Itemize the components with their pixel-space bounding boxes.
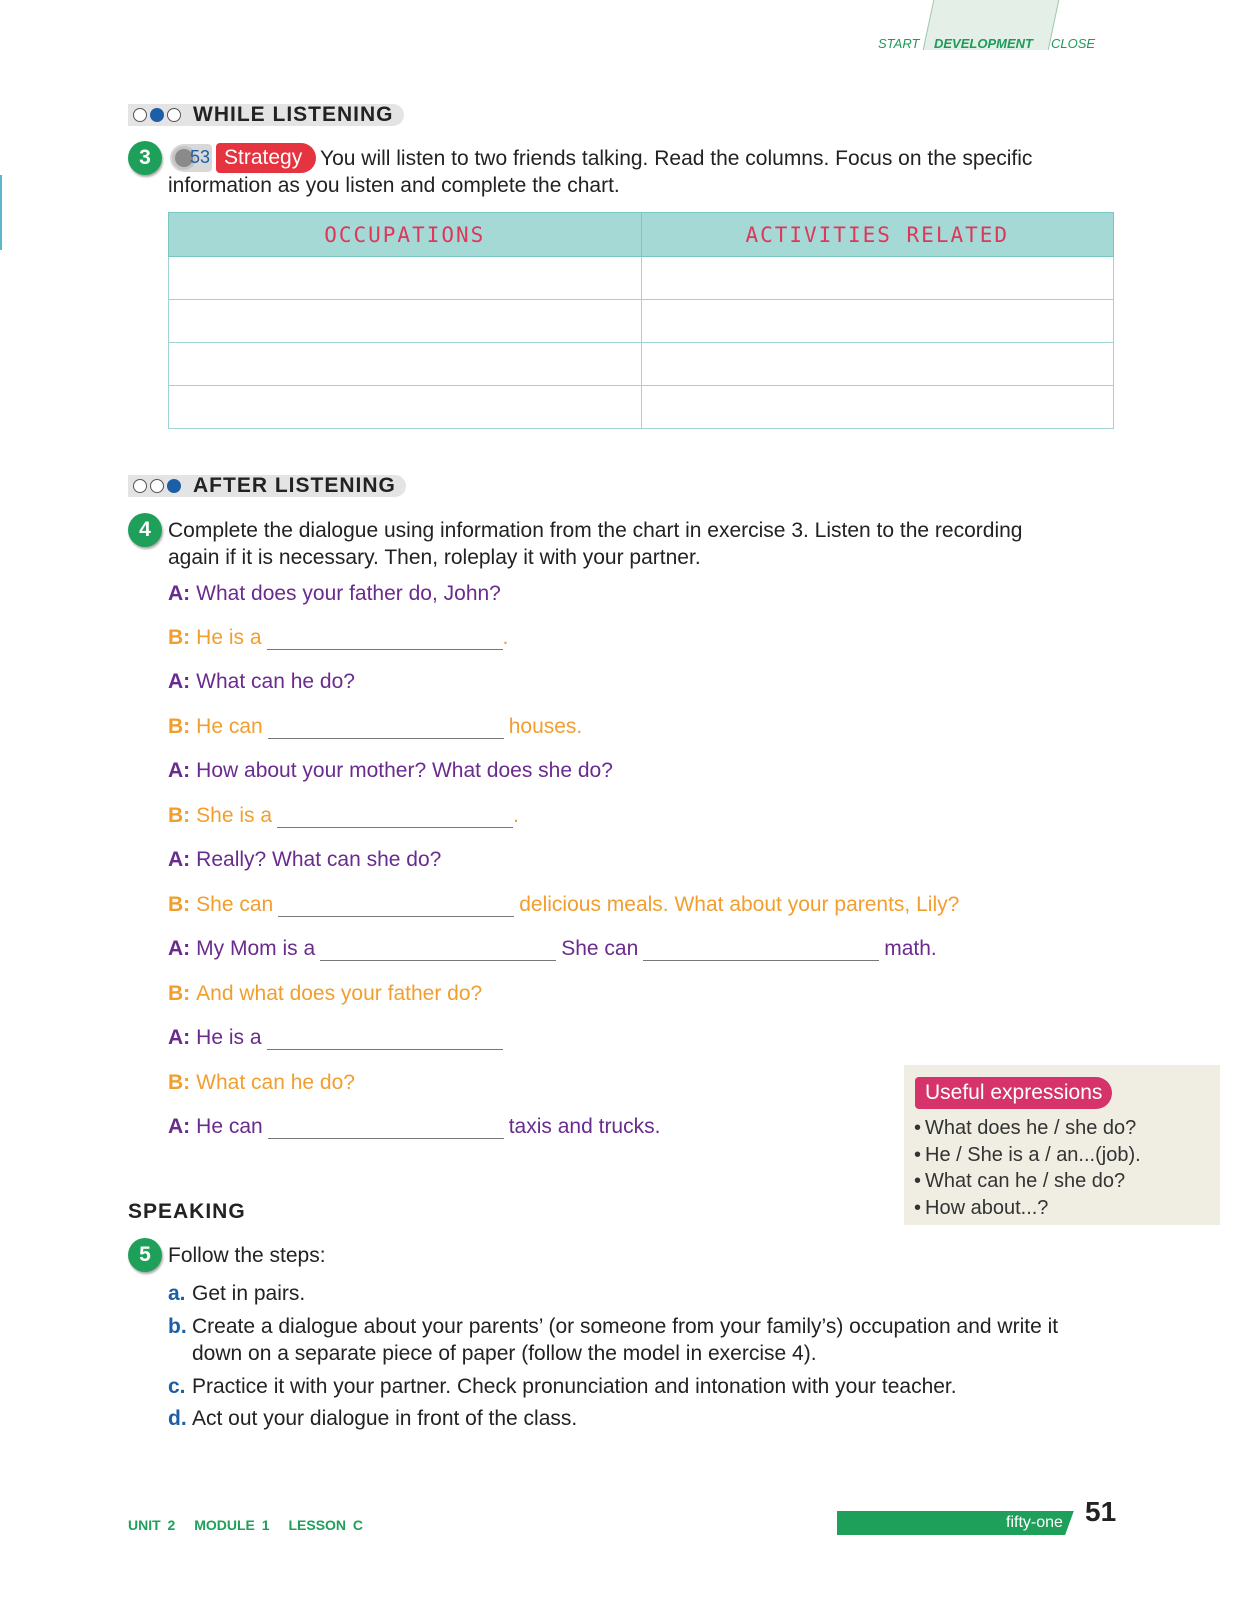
step-text: Act out your dialogue in front of the class.	[192, 1407, 578, 1430]
answer-blank[interactable]	[267, 632, 503, 650]
speaker-label: A:	[168, 1026, 191, 1049]
dialogue-text: houses.	[508, 715, 583, 738]
table-cell[interactable]	[169, 343, 642, 386]
step-item	[168, 1313, 1108, 1367]
dialogue-line	[168, 670, 355, 694]
dialogue-line	[168, 626, 508, 650]
dialogue-line	[168, 982, 482, 1006]
speaker-label: B:	[168, 626, 191, 649]
dialogue-line	[168, 715, 582, 739]
table-row	[169, 257, 1114, 300]
dialogue-text: How about your mother? What does she do?	[196, 759, 613, 782]
dialogue-line	[168, 937, 937, 961]
dialogue-text: .	[513, 804, 519, 827]
nav-development: DEVELOPMENT	[934, 36, 1033, 51]
dialogue-line	[168, 759, 613, 783]
table-row	[169, 300, 1114, 343]
dot-filled-icon	[167, 479, 181, 493]
answer-blank[interactable]	[278, 899, 514, 917]
section-title: WHILE LISTENING	[193, 103, 394, 126]
step-text: Get in pairs.	[192, 1282, 306, 1305]
step-text: Create a dialogue about your parents’ (or someone from your family’s) occupation and write it down on a separate piece of paper (follow the model in exercise 4).	[192, 1315, 1059, 1365]
audio-track-number: 53	[190, 147, 211, 167]
dot-filled-icon	[150, 108, 164, 122]
step-letter: a.	[168, 1282, 186, 1305]
speaker-label: A:	[168, 759, 191, 782]
table-cell[interactable]	[169, 386, 642, 429]
exercise-5-instruction: Follow the steps:	[168, 1244, 326, 1267]
speaker-label: B:	[168, 804, 191, 827]
table-cell[interactable]	[169, 300, 642, 343]
step-letter: c.	[168, 1375, 186, 1398]
dialogue-line	[168, 848, 441, 872]
table-cell[interactable]	[641, 257, 1114, 300]
dialogue-text: And what does your father do?	[196, 982, 483, 1005]
dialogue-text: delicious meals. What about your parents, Lily?	[519, 893, 960, 916]
dialogue-text: My Mom is a	[196, 937, 316, 960]
answer-blank[interactable]	[268, 1121, 504, 1139]
dialogue-text: He can	[196, 1115, 263, 1138]
dialogue-text: She is a	[196, 804, 273, 827]
answer-blank[interactable]	[277, 810, 513, 828]
dialogue-text: He is a	[196, 1026, 262, 1049]
exercise-number-5: 5	[128, 1238, 162, 1272]
footer-unit: UNIT 2	[128, 1517, 176, 1533]
list-item: • How about...?	[914, 1195, 1141, 1222]
dialogue-text: .	[502, 626, 509, 649]
table-cell[interactable]	[641, 386, 1114, 429]
list-item: • What does he / she do?	[914, 1115, 1141, 1142]
list-item: • What can he / she do?	[914, 1168, 1141, 1195]
step-text: Practice it with your partner. Check pronunciation and intonation with your teacher.	[192, 1375, 957, 1398]
dialogue-text: math.	[884, 937, 937, 960]
speaker-label: A:	[168, 1115, 191, 1138]
useful-expressions-list	[914, 1115, 1141, 1221]
exercise-3-instruction: You will listen to two friends talking. Read the columns. Focus on the specific information as you listen and complete the chart.	[168, 147, 1033, 197]
step-letter: d.	[168, 1407, 187, 1430]
table-cell[interactable]	[169, 257, 642, 300]
exercise-number-3: 3	[128, 141, 162, 175]
after-listening-header	[128, 475, 406, 497]
dialogue-text: She can	[196, 893, 274, 916]
useful-expressions-box	[904, 1065, 1220, 1225]
table-cell[interactable]	[641, 343, 1114, 386]
table-row	[169, 343, 1114, 386]
while-listening-header	[128, 104, 404, 126]
dialogue-text: Really? What can she do?	[196, 848, 442, 871]
page-edge-mark	[0, 175, 2, 250]
speaker-label: B:	[168, 1071, 191, 1094]
dot-icon	[133, 108, 147, 122]
useful-expressions-title: Useful expressions	[915, 1077, 1112, 1109]
dialogue-line	[168, 582, 501, 606]
dot-icon	[133, 479, 147, 493]
speaker-label: B:	[168, 982, 191, 1005]
answer-blank[interactable]	[268, 721, 504, 739]
page-number-words: fifty-one	[1006, 1514, 1063, 1531]
dialogue-text: He can	[196, 715, 263, 738]
dot-icon	[150, 479, 164, 493]
footer-lesson: LESSON C	[288, 1517, 364, 1533]
occupations-chart	[168, 212, 1114, 429]
column-header-occupations: OCCUPATIONS	[169, 213, 642, 257]
speaking-title: SPEAKING	[128, 1200, 246, 1223]
speaker-label: B:	[168, 893, 191, 916]
progress-dots	[128, 479, 181, 493]
dialogue-text: What can he do?	[196, 1071, 355, 1094]
dialogue-line	[168, 1071, 355, 1095]
speaker-label: A:	[168, 848, 191, 871]
answer-blank[interactable]	[643, 943, 879, 961]
section-title: AFTER LISTENING	[193, 474, 396, 497]
answer-blank[interactable]	[267, 1032, 503, 1050]
dialogue-line	[168, 1115, 660, 1139]
progress-dots	[128, 108, 181, 122]
table-row	[169, 386, 1114, 429]
speaker-label: A:	[168, 670, 191, 693]
table-cell[interactable]	[641, 300, 1114, 343]
step-item	[168, 1280, 1108, 1307]
dialogue-line	[168, 893, 959, 917]
exercise-4-instruction: Complete the dialogue using information from the chart in exercise 3. Listen to the recording again if it is necessary. Then, roleplay it with your partner.	[168, 519, 1023, 569]
dot-icon	[167, 108, 181, 122]
speaker-label: B:	[168, 715, 191, 738]
exercise-number-4: 4	[128, 513, 162, 547]
speaker-label: A:	[168, 937, 191, 960]
dialogue-text: taxis and trucks.	[508, 1115, 661, 1138]
nav-start: START	[878, 36, 920, 51]
column-header-activities: ACTIVITIES RELATED	[641, 213, 1114, 257]
dialogue-line	[168, 804, 519, 828]
lesson-stage-nav	[870, 0, 1140, 60]
page-number: 51	[1085, 1496, 1117, 1527]
speaker-label: A:	[168, 582, 191, 605]
step-letter: b.	[168, 1315, 187, 1338]
dialogue-text: He is a	[196, 626, 262, 649]
nav-close: CLOSE	[1051, 36, 1096, 51]
step-item	[168, 1405, 1108, 1432]
footer-module: MODULE 1	[194, 1517, 270, 1533]
dialogue-text: What does your father do, John?	[196, 582, 501, 605]
dialogue-line	[168, 1026, 508, 1050]
step-item	[168, 1373, 1108, 1400]
list-item: • He / She is a / an...(job).	[914, 1142, 1141, 1169]
footer-breadcrumb	[128, 1517, 375, 1533]
dialogue-text: What can he do?	[196, 670, 355, 693]
answer-blank[interactable]	[320, 943, 556, 961]
strategy-tag: Strategy	[216, 143, 316, 173]
dialogue-text: She can	[561, 937, 639, 960]
